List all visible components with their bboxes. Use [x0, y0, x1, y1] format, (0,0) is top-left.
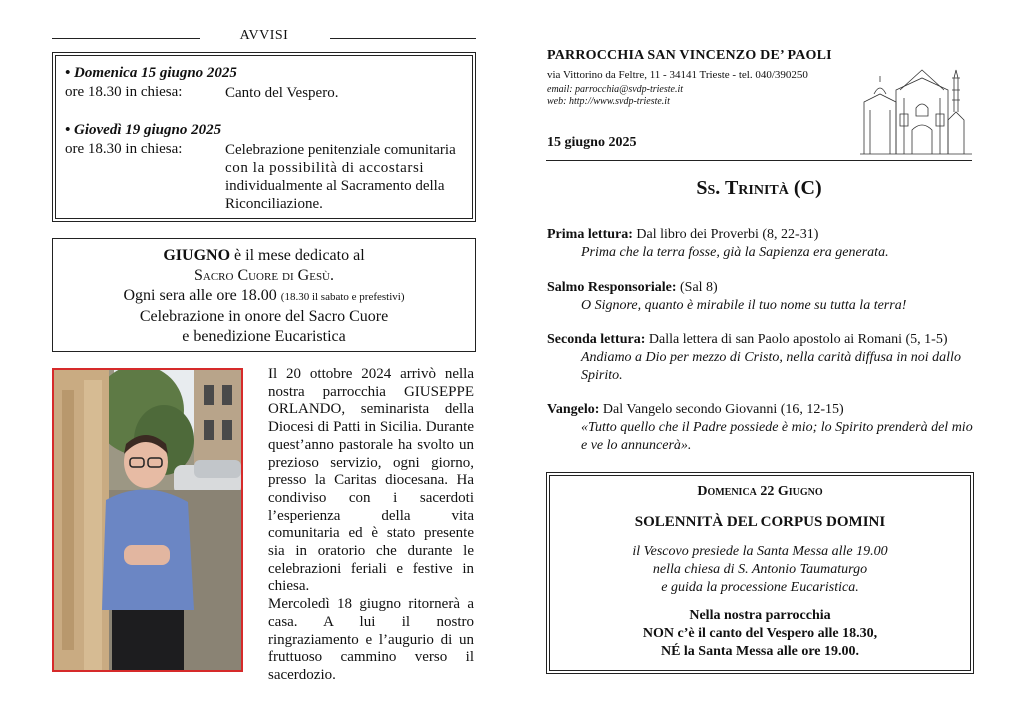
parish-name: PARROCCHIA SAN VINCENZO DE’ PAOLI: [547, 48, 832, 63]
reading-psalm: Salmo Responsoriale: (Sal 8) O Signore, quanto è mirabile il tuo nome su tutta la terra!: [547, 280, 907, 313]
june-sacred-heart-box: [52, 238, 476, 352]
bulletin-date: 15 giugno 2025: [547, 135, 637, 150]
corpus-domini-box: [546, 472, 974, 674]
church-illustration: [860, 50, 972, 156]
june-line-3: Ogni sera alle ore 18.00 (18.30 il sabato e prefestivi): [123, 287, 405, 304]
reading-first: Prima lettura: Dal libro dei Proverbi (8, 22-31) Prima che la terra fosse, già la Sapienza era generata.: [547, 227, 889, 260]
sunday-heading: Domenica 22 Giugno: [697, 484, 823, 499]
event-time: ore 18.30 in chiesa:: [65, 84, 183, 100]
seminarian-photo: [52, 368, 243, 672]
parish-notice: Nella nostra parrocchia NON c’è il canto del Vespero alle 18.30, NÉ la Santa Messa alle ore 19.00.: [642, 608, 878, 659]
reading-gospel: Vangelo: Dal Vangelo secondo Giovanni (16, 12-15) «Tutto quello che il Padre possiede è mio; lo Spirito prenderà del mio e ve lo annuncerà».: [547, 402, 973, 453]
event-description: Canto del Vespero.: [225, 85, 339, 101]
event-heading: • Giovedì 19 giugno 2025: [65, 122, 222, 138]
june-line-2: Sacro Cuore di Gesù.: [193, 267, 335, 284]
event-description: Celebrazione penitenziale comunitaria con la possibilità di accostarsi individualmente al Sacramento della Riconciliazione.: [225, 142, 456, 212]
avvisi-title: AVVISI: [239, 28, 289, 43]
reading-second: Seconda lettura: Dalla lettera di san Paolo apostolo ai Romani (5, 1-5) Andiamo a Dio per mezzo di Cristo, nella carità diffusa in noi dallo Spirito.: [547, 332, 961, 383]
story-paragraph: Il 20 ottobre 2024 arrivò nella nostra parrocchia GIUSEPPE ORLANDO, seminarista della Diocesi di Patti in Sicilia. Durante quest’anno pastorale ha svolto un prezioso servizio, ogni giorno, presso la Caritas diocesana. Ha condiviso con i sacerdoti l’esperienza della vita comunitaria ed è stato presente sia in oratorio che durante le celebrazioni feriali e festive in chiesa.: [268, 366, 474, 595]
feast-title: Ss. Trinità (C): [696, 177, 822, 199]
seminarian-story: [268, 366, 474, 685]
announcements-box: [52, 52, 476, 222]
june-line-5: e benedizione Eucaristica: [182, 328, 346, 345]
bishop-notice: il Vescovo presiede la Santa Messa alle 19.00 nella chiesa di S. Antonio Taumaturgo e guida la processione Eucaristica.: [632, 544, 888, 595]
story-paragraph: Mercoledì 18 giugno ritornerà a casa. A lui il nostro ringraziamento e l’augurio di un fruttuoso cammino verso il sacerdozio.: [268, 596, 474, 683]
solemnity-title: SOLENNITÀ DEL CORPUS DOMINI: [634, 514, 886, 530]
header-divider: [546, 160, 972, 161]
june-line-1: GIUGNO è il mese dedicato al: [163, 247, 365, 264]
avvisi-divider-right: [330, 38, 476, 39]
parish-email: email: parrocchia@svdp-trieste.it: [547, 84, 684, 95]
parish-address: via Vittorino da Feltre, 11 - 34141 Trieste - tel. 040/390250: [547, 69, 808, 81]
parish-website: web: http://www.svdp-trieste.it: [547, 96, 670, 107]
seminarian-photo-image: [54, 370, 241, 670]
event-heading: • Domenica 15 giugno 2025: [65, 65, 237, 81]
event-time: ore 18.30 in chiesa:: [65, 141, 183, 157]
june-line-4: Celebrazione in onore del Sacro Cuore: [139, 308, 389, 325]
